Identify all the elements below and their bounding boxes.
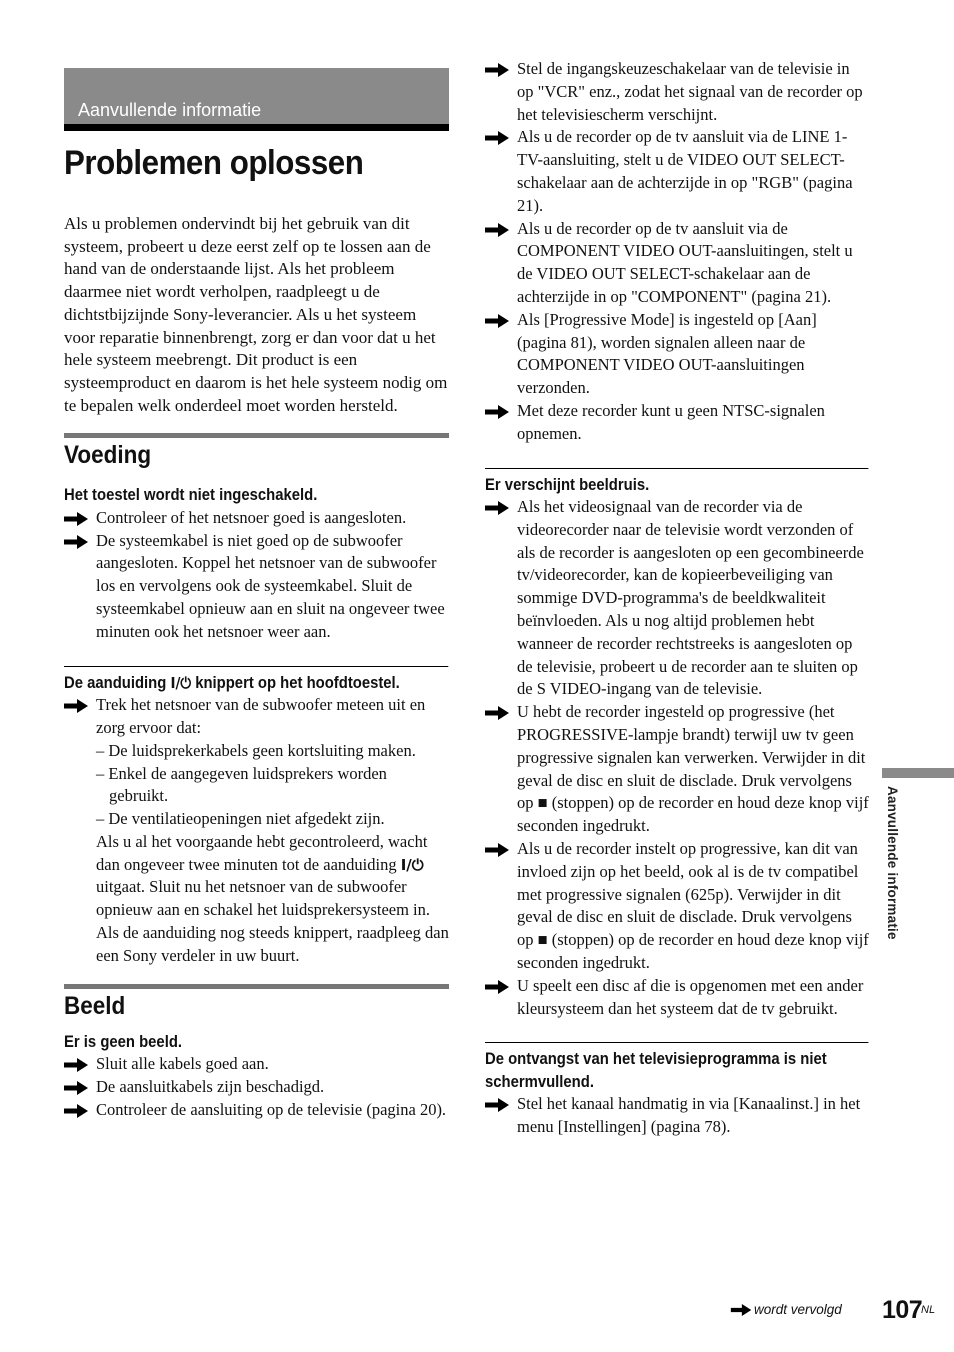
arrow-icon (485, 405, 509, 419)
arrow-icon (64, 1058, 88, 1072)
heading-voeding: Voeding (64, 433, 449, 470)
problem-title: De ontvangst van het televisieprogramma is niet schermvullend. (485, 1042, 869, 1093)
list-item: Met deze recorder kunt u geen NTSC-signalen opnemen. (485, 400, 869, 446)
list-item: Stel het kanaal handmatig in via [Kanaalinst.] in het menu [Instellingen] (pagina 78). (485, 1093, 869, 1139)
arrow-icon (64, 1081, 88, 1095)
dash-item: – De ventilatieopeningen niet afgedekt zijn. (96, 809, 385, 829)
arrow-icon (485, 63, 509, 77)
arrow-icon (485, 223, 509, 237)
side-tab-label: Aanvullende informatie (885, 786, 900, 940)
solution-list (485, 1093, 869, 1139)
section-header: Aanvullende informatie (64, 68, 449, 131)
solution-list (485, 58, 869, 446)
list-item: Als [Progressive Mode] is ingesteld op [Aan] (pagina 81), worden signalen alleen naar de COMPONENT VIDEO OUT-aansluitingen verzonden. (485, 309, 869, 400)
list-item: Als u de recorder instelt op progressive, kan dit van invloed zijn op het beeld, ook al is de tv compatibel met progressive signalen (625p). Verwijder in dit geval de disc en sluit de disclade. Druk vervolgens op ■ (stoppen) op de recorder en houd deze knop vijf seconden ingedrukt. (485, 838, 869, 975)
list-item: Als het videosignaal van de recorder via de videorecorder naar de televisie wordt verzonden of als de recorder is aangesloten op een gecombineerde tv/videorecorder, kan de kopieerbeveiliging van sommige DVD-programma's de beeldkwaliteit beïnvloeden. Als u nog altijd problemen hebt wanneer de recorder rechtstreeks is aangesloten op de televisie, probeert u de recorder aan te sluiten op de S VIDEO-ingang van de televisie. (485, 496, 869, 701)
page-title: Problemen oplossen (64, 144, 364, 182)
right-column (485, 58, 869, 1139)
page-suffix: NL (921, 1304, 936, 1316)
dash-item: – De luidsprekerkabels geen kortsluiting maken. (96, 740, 416, 760)
problem-title: De aanduiding I/⏻ knippert op het hoofdtoestel. (64, 666, 449, 695)
problem-title: Het toestel wordt niet ingeschakeld. (64, 486, 318, 505)
arrow-icon (64, 699, 88, 713)
arrow-icon (485, 131, 509, 145)
left-column (64, 68, 449, 1122)
list-item: De systeemkabel is niet goed op de subwoofer aangesloten. Koppel het netsnoer van de subwoofer los en vervolgens ook de systeemkabel. Sluit de systeemkabel opnieuw aan en sluit na ongeveer twee minuten ook het netsnoer weer aan. (64, 530, 449, 644)
arrow-icon (64, 1104, 88, 1118)
arrow-icon (485, 843, 509, 857)
solution-list (64, 694, 449, 968)
solution-list (64, 1053, 449, 1121)
list-item: De aansluitkabels zijn beschadigd. (64, 1076, 449, 1099)
page-number: 107 (882, 1296, 923, 1324)
side-tab-marker (882, 768, 954, 778)
continued-note: wordt vervolgd (730, 1302, 842, 1317)
dash-item: – Enkel de aangegeven luidsprekers worden gebruikt. (96, 763, 387, 806)
power-symbol: I/⏻ (400, 855, 424, 874)
list-item: Als u de recorder op de tv aansluit via de COMPONENT VIDEO OUT-aansluitingen, stelt u de VIDEO OUT SELECT-schakelaar aan de achterzijde in op "COMPONENT" (pagina 21). (485, 218, 869, 309)
problem-title: Er is geen beeld. (64, 1032, 183, 1051)
list-item: Sluit alle kabels goed aan. (64, 1053, 449, 1076)
list-item: Trek het netsnoer van de subwoofer meteen uit en zorg ervoor dat: – De luidsprekerkabels geen kortsluiting maken. – Enkel de aangegeven luidsprekers worden gebruikt. – De ventilatieopeningen niet afgedekt zijn. Als u al het voorgaande hebt gecontroleerd, wacht dan ongeveer twee minuten tot de aanduiding I/⏻ uitgaat. Sluit nu het netsnoer van de subwoofer opnieuw aan en schakel het luidsprekersysteem in. Als de aanduiding nog steeds knippert, raadpleeg dan een Sony verdeler in uw buurt. (64, 694, 449, 968)
arrow-icon (485, 501, 509, 515)
arrow-icon (485, 314, 509, 328)
arrow-icon (485, 706, 509, 720)
power-symbol: I/⏻ (170, 673, 192, 692)
solution-list (485, 496, 869, 1020)
list-item: U hebt de recorder ingesteld op progressive (het PROGRESSIVE-lampje brandt) terwijl uw tv geen progressive signalen kan verwerken. Verwijder in dit geval de disc en sluit de disclade. Druk vervolgens op ■ (stoppen) op de recorder en houd deze knop vijf seconden ingedrukt. (485, 701, 869, 838)
arrow-icon (485, 1098, 509, 1112)
intro-paragraph: Als u problemen ondervindt bij het gebruik van dit systeem, probeert u deze eerst zelf op te lossen aan de hand van de onderstaande lijst. Als het probleem daarmee niet wordt verholpen, raadpleegt u de dichtstbijzijnde Sony-leverancier. Als u het systeem voor reparatie binnenbrengt, zorg er dan voor dat u het hele systeem meebrengt. Dit product is een systeemproduct en daarom is het hele systeem nodig om te bepalen welk onderdeel moet worden hersteld. (64, 214, 448, 415)
arrow-icon (730, 1304, 752, 1316)
tail-text: Als u al het voorgaande hebt gecontroleerd, wacht dan ongeveer twee minuten tot de aanduiding I/⏻ uitgaat. Sluit nu het netsnoer van de subwoofer opnieuw aan en schakel het luidsprekersysteem in. Als de aanduiding nog steeds knippert, raadpleeg dan een Sony verdeler in uw buurt. (96, 831, 449, 965)
list-item: Controleer de aansluiting op de televisie (pagina 20). (64, 1099, 449, 1122)
solution-list (64, 507, 449, 644)
arrow-icon (485, 980, 509, 994)
problem-title: Er verschijnt beeldruis. (485, 468, 869, 497)
arrow-icon (64, 512, 88, 526)
heading-beeld: Beeld (64, 984, 449, 1021)
arrow-icon (64, 535, 88, 549)
list-item: Stel de ingangskeuzeschakelaar van de televisie in op "VCR" enz., zodat het signaal van de recorder op het televisiescherm verschijnt. (485, 58, 869, 126)
list-item: Als u de recorder op de tv aansluit via de LINE 1-TV-aansluiting, stelt u de VIDEO OUT SELECT-schakelaar aan de achterzijde in op "RGB" (pagina 21). (485, 126, 869, 217)
list-item: U speelt een disc af die is opgenomen met een ander kleursysteem dan het systeem dat de tv gebruikt. (485, 975, 869, 1021)
list-item: Controleer of het netsnoer goed is aangesloten. (64, 507, 449, 530)
